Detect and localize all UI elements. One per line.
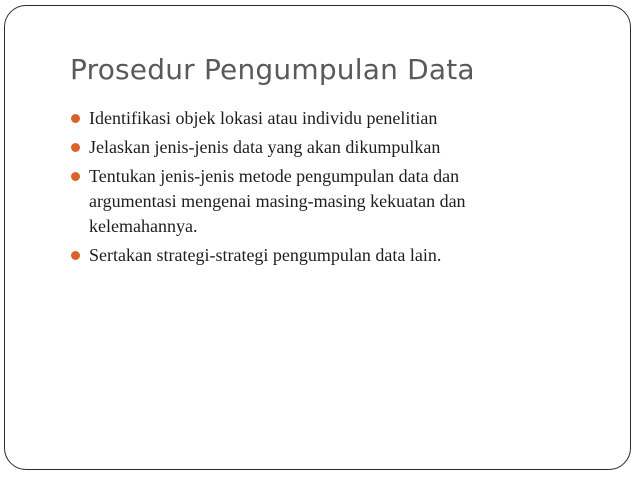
bullet-text: Identifikasi objek lokasi atau individu penelitian — [89, 108, 438, 128]
bullet-text: Sertakan strategi-strategi pengumpulan data lain. — [89, 245, 442, 265]
bullet-dot-icon — [71, 172, 80, 181]
bullet-dot-icon — [71, 251, 80, 260]
bullet-item — [70, 106, 550, 131]
bullet-item — [70, 135, 550, 160]
bullet-text: Tentukan jenis-jenis metode pengumpulan data dan argumentasi mengenai masing-masing kekuatan dan kelemahannya. — [89, 166, 466, 236]
slide-title: Prosedur Pengumpulan Data — [70, 53, 475, 86]
bullet-item — [70, 164, 550, 239]
bullet-text: Jelaskan jenis-jenis data yang akan dikumpulkan — [89, 137, 441, 157]
bullet-list — [70, 106, 550, 272]
bullet-dot-icon — [71, 143, 80, 152]
bullet-dot-icon — [71, 114, 80, 123]
bullet-item — [70, 243, 550, 268]
